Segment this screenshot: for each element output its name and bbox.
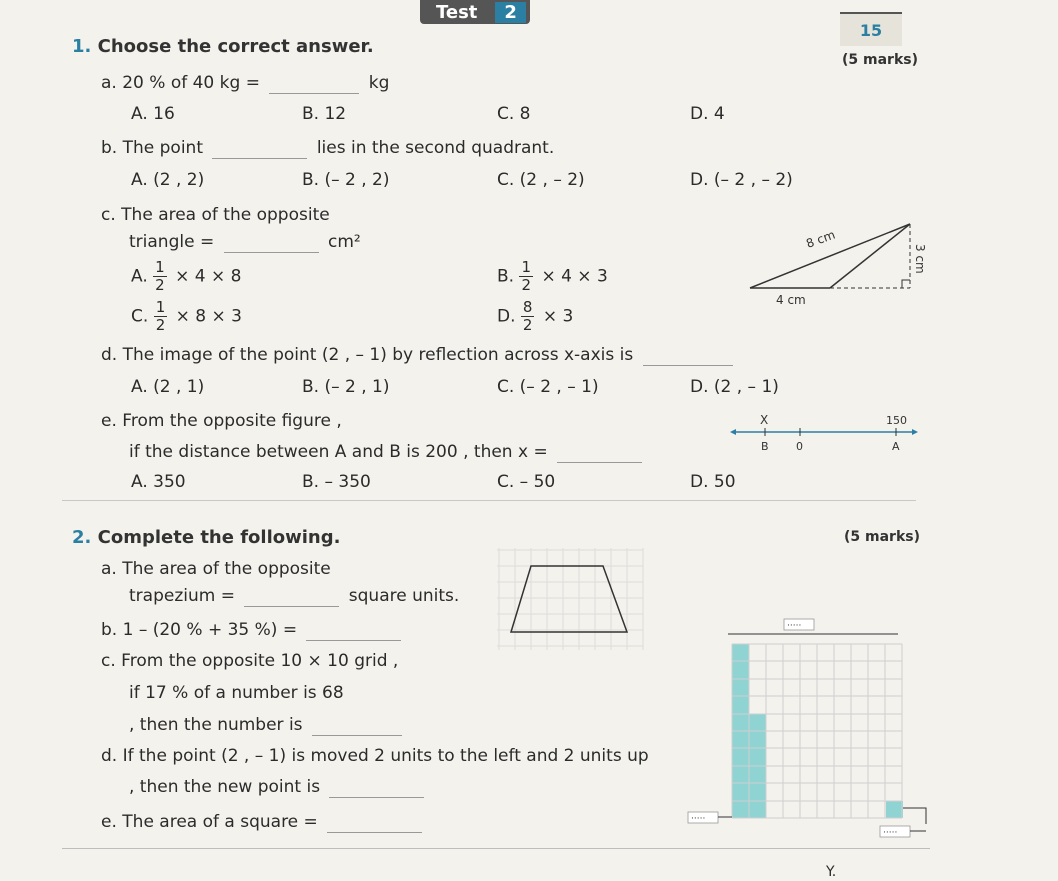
q1b-answer-blank[interactable] bbox=[212, 138, 307, 159]
q1e-stem-line2 bbox=[129, 442, 646, 463]
q1e-text1: From the opposite figure , bbox=[122, 411, 342, 431]
number-line-left-arrow bbox=[730, 429, 736, 435]
q2c-text1: From the opposite 10 × 10 grid , bbox=[121, 651, 399, 671]
trapezium-shape bbox=[511, 566, 627, 632]
percentage-grid-figure bbox=[680, 612, 940, 842]
q1a-option-b[interactable]: B. 12 bbox=[302, 104, 347, 124]
q1b-stem bbox=[101, 138, 554, 159]
q2d-stem-line1 bbox=[101, 746, 649, 766]
grid-label-left-dots: ····· bbox=[691, 814, 706, 824]
label-150: 150 bbox=[886, 414, 907, 427]
fraction-numerator: 1 bbox=[155, 298, 166, 316]
fraction-numerator: 1 bbox=[155, 258, 165, 276]
triangle-height-label: 3 cm bbox=[913, 244, 927, 274]
q1b-letter: b. bbox=[101, 138, 118, 158]
q2e-stem bbox=[101, 812, 426, 833]
q2-title: Complete the following. bbox=[97, 527, 341, 548]
q2d-text2: , then the new point is bbox=[129, 777, 321, 797]
q1c-option-b[interactable] bbox=[497, 260, 608, 293]
q1a-option-c[interactable]: C. 8 bbox=[497, 104, 531, 124]
triangle-hyp-label: 8 cm bbox=[804, 227, 837, 251]
fraction-numerator: 8 bbox=[522, 298, 533, 316]
q1c-option-a-fraction bbox=[153, 260, 167, 293]
score-value: 15 bbox=[859, 20, 883, 40]
q1a-letter: a. bbox=[101, 73, 117, 93]
q2a-stem-line1 bbox=[101, 559, 331, 579]
q2e-text: The area of a square = bbox=[122, 812, 318, 832]
q1d-option-d[interactable]: D. (2 , – 1) bbox=[690, 377, 779, 397]
q1d-answer-blank[interactable] bbox=[643, 345, 733, 366]
label-zero: 0 bbox=[796, 440, 803, 453]
fraction-denominator: 2 bbox=[155, 316, 166, 334]
q1b-option-a[interactable]: A. (2 , 2) bbox=[131, 170, 205, 190]
q1c-text2: triangle = bbox=[129, 232, 215, 252]
q1e-option-a[interactable]: A. 350 bbox=[131, 472, 186, 492]
q1b-text-post: lies in the second quadrant. bbox=[316, 138, 555, 158]
q2a-text2: trapezium = bbox=[129, 586, 235, 606]
q1-marks: (5 marks) bbox=[842, 52, 918, 68]
q2a-answer-blank[interactable] bbox=[244, 586, 339, 607]
q1d-letter: d. bbox=[101, 345, 118, 365]
q1c-option-b-fraction bbox=[519, 260, 533, 293]
q2c-text2: if 17 % of a number is 68 bbox=[129, 683, 344, 703]
q1d-text: The image of the point (2 , – 1) by reflection across x-axis is bbox=[122, 345, 634, 365]
q1e-answer-blank[interactable] bbox=[557, 442, 642, 463]
number-line-right-arrow bbox=[912, 429, 918, 435]
q1-heading bbox=[72, 36, 374, 57]
q1c-option-c-fraction bbox=[154, 300, 168, 333]
triangle-side bbox=[830, 224, 910, 288]
test-number: 2 bbox=[495, 2, 526, 23]
q1b-option-d[interactable]: D. (– 2 , – 2) bbox=[690, 170, 793, 190]
q2b-answer-blank[interactable] bbox=[306, 620, 401, 641]
number-line-figure bbox=[728, 408, 923, 460]
q1c-option-c-rest: × 8 × 3 bbox=[175, 306, 242, 327]
q2d-stem-line2 bbox=[129, 777, 428, 798]
q1c-option-d-rest: × 3 bbox=[542, 306, 574, 327]
q1a-option-d[interactable]: D. 4 bbox=[690, 104, 725, 124]
right-angle-mark bbox=[902, 280, 910, 288]
q1b-option-b[interactable]: B. (– 2 , 2) bbox=[302, 170, 390, 190]
test-badge bbox=[420, 0, 530, 24]
q1e-letter: e. bbox=[101, 411, 117, 431]
q1c-option-d-fraction bbox=[521, 300, 535, 333]
label-b: B bbox=[761, 440, 769, 453]
q2e-letter: e. bbox=[101, 812, 117, 832]
q2c-answer-blank[interactable] bbox=[312, 715, 402, 736]
q1c-text1: The area of the opposite bbox=[121, 205, 330, 225]
grid-label-top-dots: ····· bbox=[787, 621, 802, 631]
q1e-option-c[interactable]: C. – 50 bbox=[497, 472, 556, 492]
q1d-option-c[interactable]: C. (– 2 , – 1) bbox=[497, 377, 599, 397]
q1c-unit: cm² bbox=[328, 232, 361, 252]
q1a-stem bbox=[101, 73, 389, 94]
triangle-base-label: 4 cm bbox=[776, 293, 806, 307]
q1b-option-c[interactable]: C. (2 , – 2) bbox=[497, 170, 585, 190]
q2-marks: (5 marks) bbox=[844, 529, 920, 545]
q2d-answer-blank[interactable] bbox=[329, 777, 424, 798]
grid-label-right-dots: ····· bbox=[883, 828, 898, 838]
q2b-stem bbox=[101, 620, 405, 641]
test-label: Test bbox=[436, 1, 478, 23]
q2c-stem-line1 bbox=[101, 651, 398, 671]
q1d-stem bbox=[101, 345, 737, 366]
score-box bbox=[840, 12, 902, 46]
fraction-denominator: 2 bbox=[521, 276, 532, 294]
triangle-figure bbox=[740, 218, 927, 318]
q1c-option-a-rest: × 4 × 8 bbox=[175, 266, 242, 287]
q1b-text-pre: The point bbox=[122, 138, 203, 158]
q1-number: 1. bbox=[72, 36, 92, 57]
q1a-text: 20 % of 40 kg = bbox=[122, 73, 260, 93]
q1c-stem-line1 bbox=[101, 205, 330, 225]
q1c-stem-line2 bbox=[129, 232, 361, 253]
bottom-divider bbox=[62, 848, 930, 849]
q1d-option-a[interactable]: A. (2 , 1) bbox=[131, 377, 205, 397]
q2a-unit: square units. bbox=[348, 586, 460, 606]
q2-heading bbox=[72, 527, 340, 548]
q1c-letter: c. bbox=[101, 205, 116, 225]
q1c-option-c-label: C. bbox=[131, 306, 149, 327]
q2b-text: 1 – (20 % + 35 %) = bbox=[122, 620, 298, 640]
q1a-option-a[interactable]: A. 16 bbox=[131, 104, 175, 124]
q1c-option-b-rest: × 4 × 3 bbox=[541, 266, 608, 287]
q1c-option-c[interactable] bbox=[131, 300, 242, 333]
q2a-letter: a. bbox=[101, 559, 117, 579]
section-divider bbox=[62, 500, 916, 501]
q2a-text1: The area of the opposite bbox=[122, 559, 331, 579]
q1d-option-b[interactable]: B. (– 2 , 1) bbox=[302, 377, 390, 397]
q1a-unit: kg bbox=[368, 73, 390, 93]
fraction-denominator: 2 bbox=[522, 316, 533, 334]
q2c-stem-line3 bbox=[129, 715, 406, 736]
q1e-option-b[interactable]: B. – 350 bbox=[302, 472, 371, 492]
q1e-text2: if the distance between A and B is 200 , then x = bbox=[129, 442, 548, 462]
fraction-denominator: 2 bbox=[155, 276, 165, 294]
q2a-stem-line2 bbox=[129, 586, 459, 607]
grid-right-bracket bbox=[903, 808, 926, 824]
q2d-letter: d. bbox=[101, 746, 118, 766]
q2e-answer-blank[interactable] bbox=[327, 812, 422, 833]
q1e-stem-line1 bbox=[101, 411, 342, 431]
q1c-option-d[interactable] bbox=[497, 300, 573, 333]
q1c-option-d-label: D. bbox=[497, 306, 516, 327]
q1c-option-b-label: B. bbox=[497, 266, 515, 287]
q2b-letter: b. bbox=[101, 620, 118, 640]
q1c-answer-blank[interactable] bbox=[224, 232, 319, 253]
footer-mark: Y. bbox=[826, 864, 837, 880]
trapezium-grid bbox=[497, 548, 643, 650]
q1-title: Choose the correct answer. bbox=[97, 36, 374, 57]
q2d-text1: If the point (2 , – 1) is moved 2 units to the left and 2 units up bbox=[122, 746, 649, 766]
fraction-numerator: 1 bbox=[521, 258, 532, 276]
q2-number: 2. bbox=[72, 527, 92, 548]
label-x: X bbox=[760, 413, 769, 427]
q2c-text3: , then the number is bbox=[129, 715, 303, 735]
label-a: A bbox=[892, 440, 900, 453]
trapezium-figure bbox=[497, 548, 645, 652]
q1e-option-d[interactable]: D. 50 bbox=[690, 472, 736, 492]
q2c-letter: c. bbox=[101, 651, 116, 671]
q1a-answer-blank[interactable] bbox=[269, 73, 359, 94]
q1c-option-a-label: A. bbox=[131, 266, 148, 287]
q1c-option-a[interactable] bbox=[131, 260, 241, 293]
